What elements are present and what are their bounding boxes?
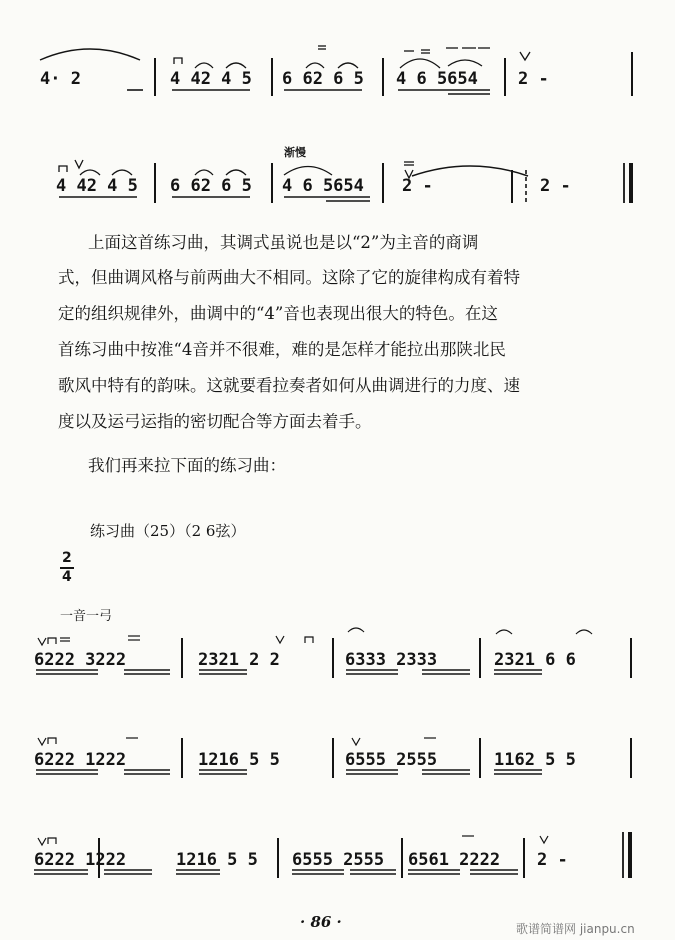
ex-row2-measure-3: 6555 2555 xyxy=(345,750,438,770)
ex-row3-measure-3: 6555 2555 xyxy=(292,850,385,870)
line2-measure-1: 4 42 4 5 xyxy=(56,176,138,196)
ex-row1-measure-2: 2321 2 2 xyxy=(198,650,280,670)
bowing-instruction: 一音一弓 xyxy=(60,609,113,624)
time-signature-bottom: 4 xyxy=(62,569,72,585)
line1-measure-5: 2 - xyxy=(518,69,549,89)
paragraph-line-2: 式，但曲调风格与前两曲大不相同。这除了它的旋律构成有着特 xyxy=(58,268,520,287)
watermark: 歌谱简谱网 jianpu.cn xyxy=(516,922,635,936)
ex-row3-measure-1: 6222 1222 xyxy=(34,850,127,870)
line2-measure-5: 2 - xyxy=(540,176,571,196)
paragraph-line-3: 定的组织规律外，曲调中的“4”音也表现出很大的特色。在这 xyxy=(58,304,498,323)
line1-measure-2: 4 42 4 5 xyxy=(170,69,252,89)
line2-measure-3: 4 6 5654 xyxy=(282,176,364,196)
ex-row1-measure-3: 6333 2333 xyxy=(345,650,438,670)
ex-row2-measure-4: 1162 5 5 xyxy=(494,750,576,770)
line2-measure-2: 6 62 6 5 xyxy=(170,176,252,196)
tempo-marking: 渐慢 xyxy=(284,146,306,159)
paragraph-line-4: 首练习曲中按准“4音并不很难，难的是怎样才能拉出那陕北民 xyxy=(58,340,506,359)
exercise-heading: 练习曲（25）（2 6弦） xyxy=(90,522,246,540)
ex-row1-measure-1: 6222 3222 xyxy=(34,650,127,670)
line1-measure-1: 4· 2 xyxy=(40,69,81,89)
ex-row1-measure-4: 2321 6 6 xyxy=(494,650,576,670)
intro-line: 我们再来拉下面的练习曲： xyxy=(88,456,286,475)
ex-row3-measure-4: 6561 2222 xyxy=(408,850,501,870)
ex-row2-measure-2: 1216 5 5 xyxy=(198,750,280,770)
paragraph-line-6: 度以及运弓运指的密切配合等方面去着手。 xyxy=(58,412,372,431)
line2-measure-4: 2 - xyxy=(402,176,433,196)
ex-row3-measure-2: 1216 5 5 xyxy=(176,850,258,870)
time-signature-top: 2 xyxy=(62,550,72,566)
page-number: · 86 · xyxy=(300,913,342,931)
line1-measure-4: 4 6 5654 xyxy=(396,69,478,89)
ex-row2-measure-1: 6222 1222 xyxy=(34,750,127,770)
paragraph-line-5: 歌风中特有的韵味。这就要看拉奏者如何从曲调进行的力度、速 xyxy=(58,376,520,395)
line1-measure-3: 6 62 6 5 xyxy=(282,69,364,89)
paragraph-line-1: 上面这首练习曲，其调式虽说也是以“2”为主音的商调 xyxy=(88,233,479,252)
ex-row3-measure-5: 2 - xyxy=(537,850,568,870)
